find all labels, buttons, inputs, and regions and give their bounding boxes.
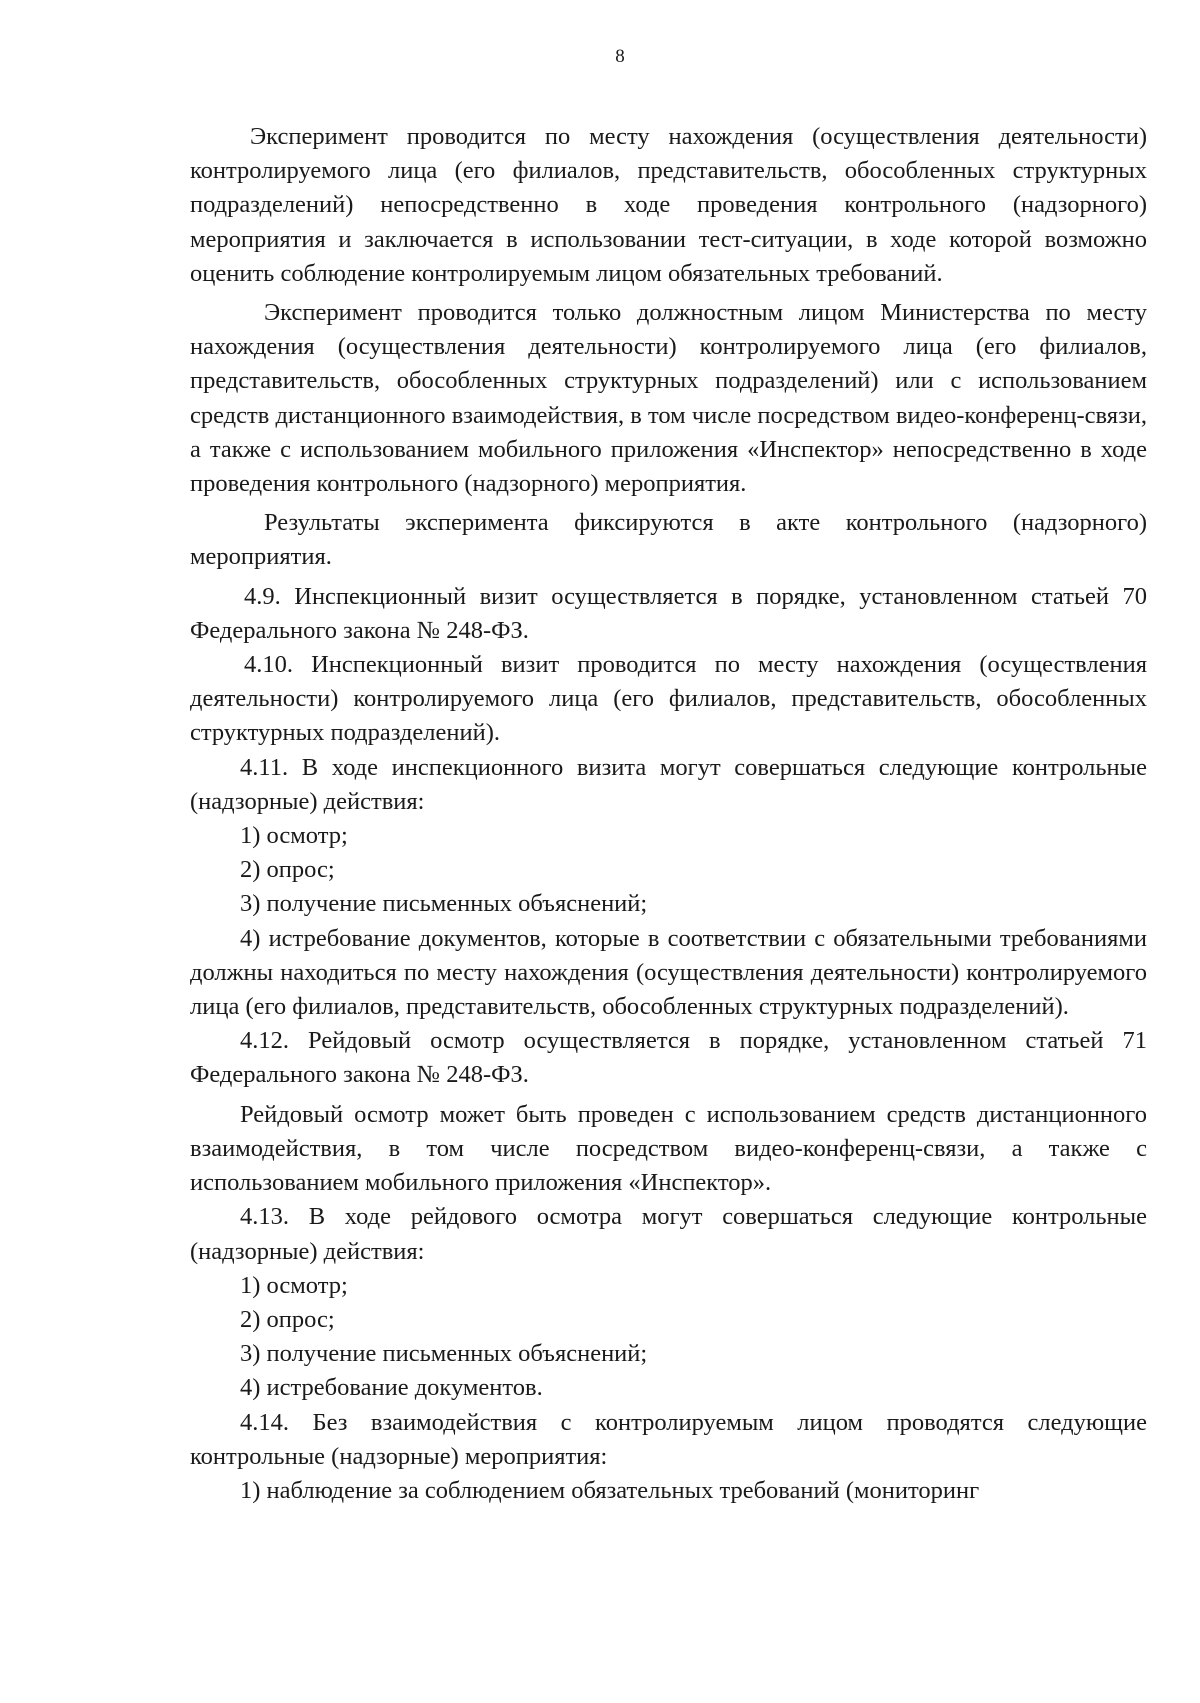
paragraph-4-14: 4.14. Без взаимодействия с контролируемым лицом проводятся следующие контрольные (надзорные) мероприятия: bbox=[190, 1408, 1147, 1470]
list-item: 1) осмотр; bbox=[240, 822, 348, 850]
paragraph-raid-inspection-remote: Рейдовый осмотр может быть проведен с использованием средств дистанционного взаимодействия, в том числе посредством видео-конференц-связи, а также с использованием мобильного приложения «Инспектор». bbox=[190, 1100, 1147, 1197]
list-item: 3) получение письменных объяснений; bbox=[240, 890, 648, 918]
document-body bbox=[190, 120, 1147, 1508]
paragraph-4-12: 4.12. Рейдовый осмотр осуществляется в порядке, установленном статьей 71 Федерального закона № 248-ФЗ. bbox=[190, 1027, 1147, 1089]
paragraph-4-13: 4.13. В ходе рейдового осмотра могут совершаться следующие контрольные (надзорные) действия: bbox=[190, 1203, 1147, 1265]
paragraph-4-9: 4.9. Инспекционный визит осуществляется в порядке, установленном статьей 70 Федерального закона № 248-ФЗ. bbox=[190, 582, 1147, 644]
paragraph-4-11: 4.11. В ходе инспекционного визита могут совершаться следующие контрольные (надзорные) действия: bbox=[190, 753, 1147, 815]
paragraph-4-10: 4.10. Инспекционный визит проводится по месту нахождения (осуществления деятельности) контролируемого лица (его филиалов, представительств, обособленных структурных подразделений). bbox=[190, 651, 1147, 747]
paragraph-experiment-place: Эксперимент проводится по месту нахождения (осуществления деятельности) контролируемого лица (его филиалов, представительств, обособленных структурных подразделений) непосредственно в ходе проведения контрольного (надзорного) мероприятия и заключается в использовании тест-ситуации, в ходе которой возможно оценить соблюдение контролируемым лицом обязательных требований. bbox=[190, 123, 1147, 287]
list-item: 4) истребование документов. bbox=[240, 1374, 543, 1402]
list-item-monitoring: 1) наблюдение за соблюдением обязательных требований (мониторинг bbox=[240, 1476, 980, 1504]
list-item: 2) опрос; bbox=[240, 856, 335, 884]
paragraph-experiment-official: Эксперимент проводится только должностным лицом Министерства по месту нахождения (осуществления деятельности) контролируемого лица (его филиалов, представительств, обособленных структурных подразделений) или с использованием средств дистанционного взаимодействия, в том числе посредством видео-конференц-связи, а также с использованием мобильного приложения «Инспектор» непосредственно в ходе проведения контрольного (надзорного) мероприятия. bbox=[190, 299, 1147, 498]
list-item-documents: 4) истребование документов, которые в соответствии с обязательными требованиями должны находиться по месту нахождения (осуществления деятельности) контролируемого лица (его филиалов, представительств, обособленных структурных подразделений). bbox=[190, 924, 1147, 1021]
paragraph-experiment-results: Результаты эксперимента фиксируются в акте контрольного (надзорного) мероприятия. bbox=[190, 509, 1147, 571]
list-item: 2) опрос; bbox=[240, 1305, 335, 1333]
list-item: 1) осмотр; bbox=[240, 1271, 348, 1299]
page-number: 8 bbox=[615, 46, 625, 67]
list-item: 3) получение письменных объяснений; bbox=[240, 1340, 648, 1368]
